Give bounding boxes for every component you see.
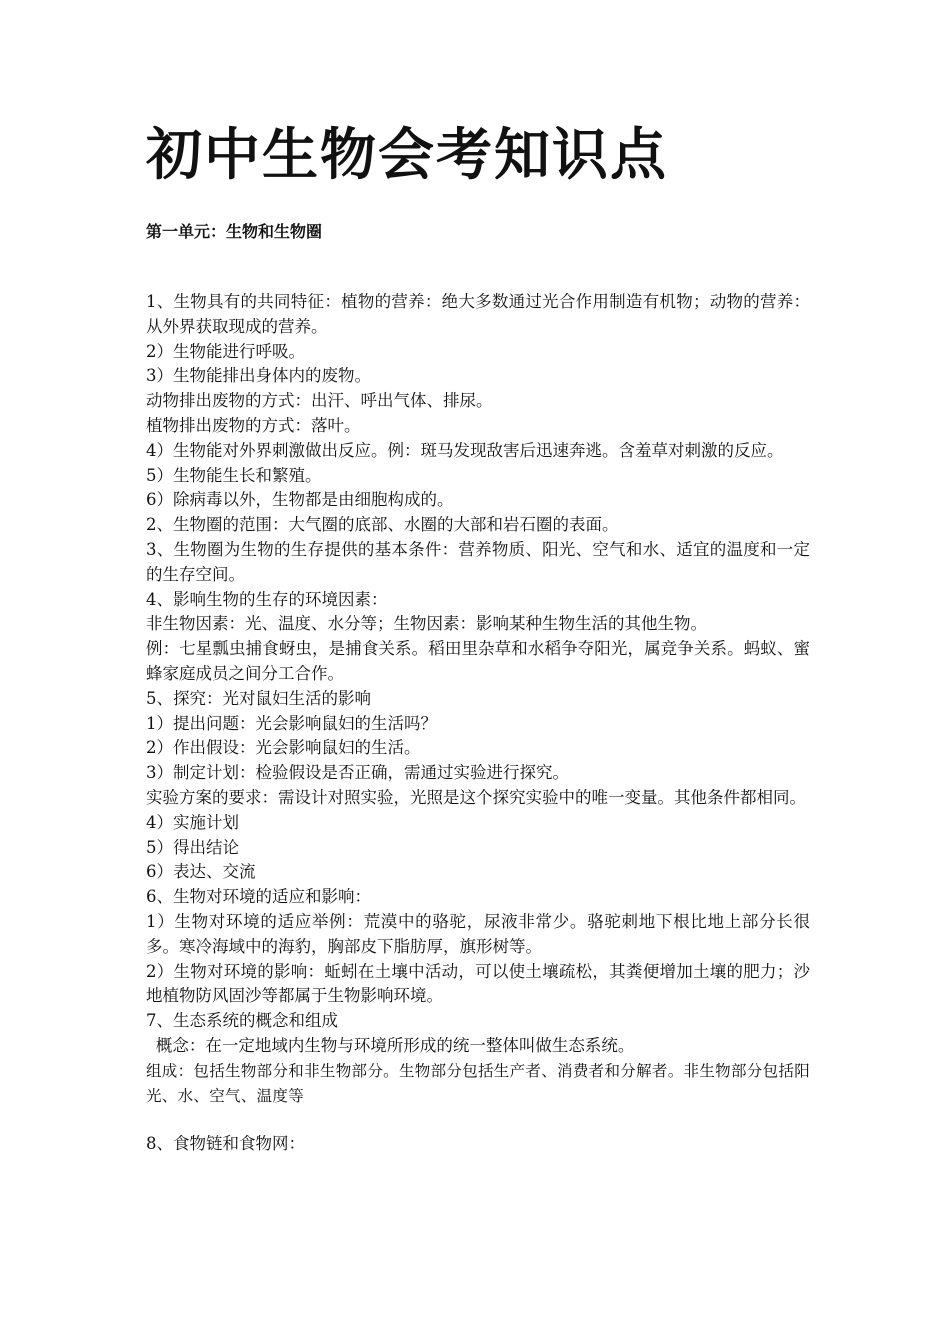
paragraph: 2）作出假设：光会影响鼠妇的生活。: [146, 738, 421, 758]
paragraph: 1）生物对环境的适应举例：荒漠中的骆驼，尿液非常少。骆驼刺地下根比地上部分长很多。寒冷海域中的海豹，胸部皮下脂肪厚，旗形树等。: [146, 911, 810, 956]
paragraph: 植物排出废物的方式：落叶。: [146, 415, 361, 435]
paragraph: 5）生物能生长和繁殖。: [146, 465, 322, 485]
paragraph: 7、生态系统的概念和组成: [146, 1011, 338, 1031]
document-body: [146, 290, 810, 1157]
paragraph: 2）生物能进行呼吸。: [146, 341, 305, 361]
paragraph: 概念：在一定地域内生物与环境所形成的统一整体叫做生态系统。: [155, 1035, 635, 1055]
paragraph: 动物排出废物的方式：出汗、呼出气体、排尿。: [146, 391, 493, 411]
paragraph: 8、食物链和食物网：: [146, 1134, 305, 1154]
paragraph: 6）除病毒以外，生物都是由细胞构成的。: [146, 490, 454, 510]
document-title: 初中生物会考知识点: [146, 123, 668, 188]
paragraph: 例：七星瓢虫捕食蚜虫，是捕食关系。稻田里杂草和水稻争夺阳光，属竞争关系。蚂蚁、蜜蜂家庭成员之间分工合作。: [146, 639, 810, 683]
paragraph: 2）生物对环境的影响：蚯蚓在土壤中活动，可以使土壤疏松，其粪便增加土壤的肥力；沙地植物防风固沙等都属于生物影响环境。: [146, 961, 810, 1006]
paragraph: 4、影响生物的生存的环境因素：: [146, 589, 388, 609]
paragraph: 3）生物能排出身体内的废物。: [146, 366, 371, 386]
paragraph: 实验方案的要求：需设计对照实验，光照是这个探究实验中的唯一变量。其他条件都相同。: [146, 787, 806, 807]
unit-heading: 第一单元：生物和生物圈: [146, 222, 323, 241]
paragraph: 3、生物圈为生物的生存提供的基本条件：营养物质、阳光、空气和水、适宜的温度和一定的生存空间。: [146, 539, 810, 584]
paragraph: 组成：包括生物部分和非生物部分。生物部分包括生产者、消费者和分解者。非生物部分包括阳光、水、空气、温度等: [146, 1061, 810, 1105]
paragraph: 6、生物对环境的适应和影响：: [146, 887, 371, 907]
paragraph: 6）表达、交流: [146, 862, 256, 882]
paragraph: 非生物因素：光、温度、水分等；生物因素：影响某种生物生活的其他生物。: [146, 614, 707, 634]
paragraph: 4）生物能对外界刺激做出反应。例：斑马发现敌害后迅速奔逃。含羞草对刺激的反应。: [146, 440, 784, 460]
paragraph: 4）实施计划: [146, 812, 239, 832]
paragraph: 1）提出问题：光会影响鼠妇的生活吗？: [146, 713, 437, 733]
paragraph: 5、探究：光对鼠妇生活的影响: [146, 688, 371, 708]
paragraph: 5）得出结论: [146, 837, 239, 857]
paragraph: 3）制定计划：检验假设是否正确，需通过实验进行探究。: [146, 763, 569, 783]
paragraph: 2、生物圈的范围：大气圈的底部、水圈的大部和岩石圈的表面。: [146, 515, 619, 535]
paragraph: 1、生物具有的共同特征：植物的营养：绝大多数通过光合作用制造有机物；动物的营养：从外界获取现成的营养。: [146, 292, 810, 336]
